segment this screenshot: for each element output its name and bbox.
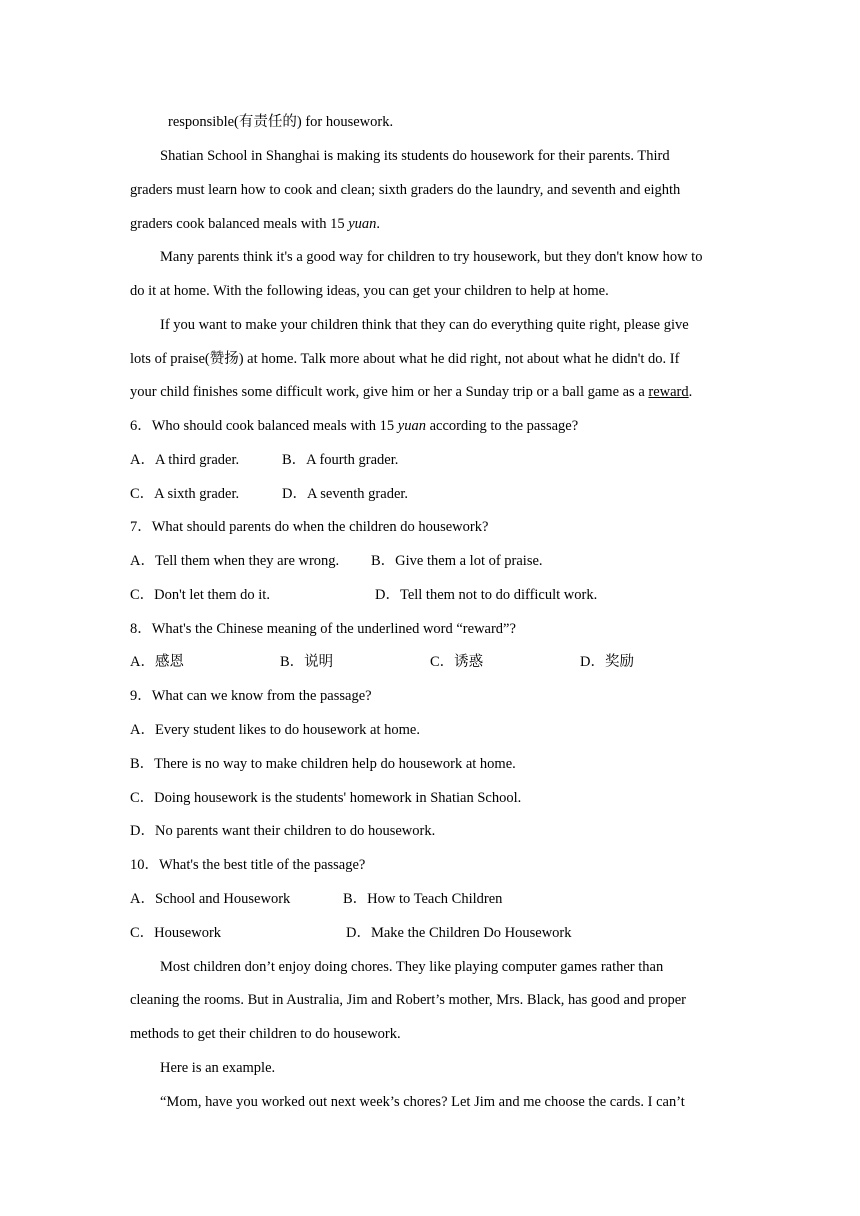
question-stem: 7．What should parents do when the children do housework? [130, 519, 489, 535]
text-run: 6．Who should cook balanced meals with 15 [130, 418, 398, 434]
passage-line: graders must learn how to cook and clean; sixth graders do the laundry, and seventh and eighth [130, 182, 681, 198]
question-stem: 8．What's the Chinese meaning of the underlined word “reward”? [130, 621, 516, 637]
answer-option[interactable]: A．School and Housework [130, 891, 291, 907]
text-run: . [688, 384, 693, 400]
answer-option[interactable]: A．A third grader. [130, 452, 240, 468]
passage-line: Many parents think it's a good way for children to try housework, but they don't know how to [160, 249, 703, 265]
passage-line: If you want to make your children think that they can do everything quite right, please give [160, 317, 689, 333]
passage-line: methods to get their children to do housework. [130, 1026, 401, 1042]
answer-option[interactable]: D．奖励 [580, 654, 634, 670]
answer-option[interactable]: A．Every student likes to do housework at home. [130, 722, 420, 738]
answer-option[interactable]: B．There is no way to make children help do housework at home. [130, 756, 516, 772]
underlined-word: reward [648, 384, 689, 400]
passage-line: do it at home. With the following ideas, you can get your children to help at home. [130, 283, 609, 299]
passage-line: responsible(有责任的) for housework. [168, 114, 394, 130]
answer-option[interactable]: D．A seventh grader. [282, 486, 409, 502]
italic-word: yuan [348, 216, 377, 232]
text-run: . [376, 216, 381, 232]
answer-option[interactable]: D．Make the Children Do Housework [346, 925, 572, 941]
passage-line: Most children don’t enjoy doing chores. They like playing computer games rather than [160, 959, 664, 975]
passage-line: cleaning the rooms. But in Australia, Jim and Robert’s mother, Mrs. Black, has good and proper [130, 992, 686, 1008]
passage-line: Here is an example. [160, 1060, 276, 1076]
passage-line: Shatian School in Shanghai is making its students do housework for their parents. Third [160, 148, 670, 164]
question-stem: 9．What can we know from the passage? [130, 688, 372, 704]
italic-word: yuan [397, 418, 426, 434]
answer-option[interactable]: A．Tell them when they are wrong. [130, 553, 340, 569]
passage-line: lots of praise(赞扬) at home. Talk more about what he did right, not about what he didn't do. If [130, 351, 680, 367]
passage-line [130, 382, 692, 402]
text-run: your child finishes some difficult work, give him or her a Sunday trip or a ball game as a [130, 384, 649, 400]
answer-option[interactable]: A．感恩 [130, 654, 184, 670]
answer-option[interactable]: B．说明 [280, 654, 334, 670]
answer-option[interactable]: C．Doing housework is the students' homework in Shatian School. [130, 790, 522, 806]
answer-option[interactable]: D．No parents want their children to do housework. [130, 823, 436, 839]
answer-option[interactable]: C．诱惑 [430, 654, 484, 670]
question-stem [130, 416, 578, 436]
answer-option[interactable]: C．Don't let them do it. [130, 587, 270, 603]
text-run: graders cook balanced meals with 15 [130, 216, 349, 232]
answer-option[interactable]: D．Tell them not to do difficult work. [375, 587, 598, 603]
question-stem: 10．What's the best title of the passage? [130, 857, 366, 873]
text-run: according to the passage? [425, 418, 579, 434]
answer-option[interactable]: B．Give them a lot of praise. [371, 553, 543, 569]
answer-option[interactable]: B．How to Teach Children [343, 891, 503, 907]
answer-option[interactable]: B．A fourth grader. [282, 452, 399, 468]
passage-line [130, 214, 380, 234]
answer-option[interactable]: C．A sixth grader. [130, 486, 240, 502]
passage-line: “Mom, have you worked out next week’s chores? Let Jim and me choose the cards. I can’t [160, 1094, 685, 1110]
answer-option[interactable]: C．Housework [130, 925, 222, 941]
